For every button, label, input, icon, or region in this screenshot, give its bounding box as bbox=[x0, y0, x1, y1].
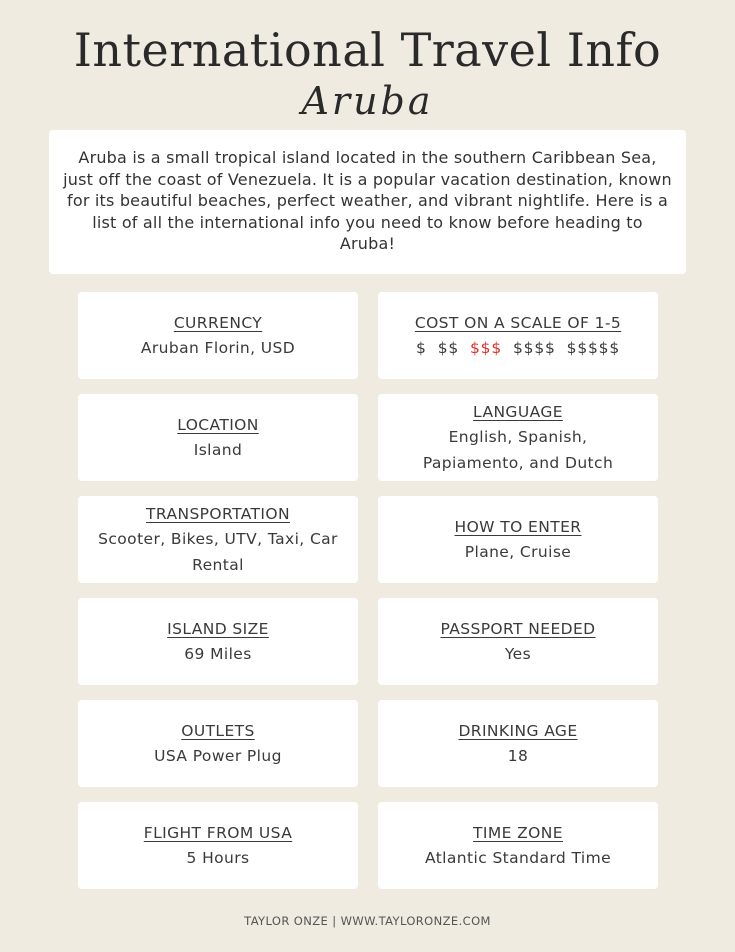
intro-text: Aruba is a small tropical island located in the southern Caribbean Sea, just off the coast of Venezuela. It is a popular vacation destination, known for its beautiful beaches, perfect weather, and vibrant nightlife. Here is a list of all the international info you need to know before heading to Aruba! bbox=[49, 130, 686, 274]
card-transportation bbox=[78, 496, 358, 583]
time-zone-value: Atlantic Standard Time bbox=[424, 848, 612, 867]
outlets-label: OUTLETS bbox=[181, 721, 255, 740]
card-language bbox=[378, 394, 658, 481]
flight-value: 5 Hours bbox=[186, 848, 250, 867]
cost-label: COST ON A SCALE OF 1-5 bbox=[414, 313, 622, 332]
card-outlets bbox=[78, 700, 358, 787]
card-island-size bbox=[78, 598, 358, 685]
cost-scale bbox=[416, 335, 620, 361]
cost-level-4: $$$$ bbox=[513, 338, 556, 357]
page-title: International Travel Info bbox=[73, 23, 662, 77]
location-label: LOCATION bbox=[177, 415, 259, 434]
language-value: English, Spanish, Papiamento, and Dutch bbox=[422, 427, 614, 472]
cost-level-3: $$$ bbox=[470, 338, 503, 357]
cost-level-1: $ bbox=[416, 338, 427, 357]
card-passport bbox=[378, 598, 658, 685]
card-drinking-age bbox=[378, 700, 658, 787]
language-label: LANGUAGE bbox=[473, 402, 563, 421]
how-to-enter-label: HOW TO ENTER bbox=[454, 517, 582, 536]
island-size-value: 69 Miles bbox=[184, 644, 252, 663]
passport-value: Yes bbox=[504, 644, 532, 663]
cost-level-5: $$$$$ bbox=[566, 338, 620, 357]
card-time-zone bbox=[378, 802, 658, 889]
transportation-label: TRANSPORTATION bbox=[146, 504, 290, 523]
outlets-value: USA Power Plug bbox=[154, 746, 282, 765]
card-location bbox=[78, 394, 358, 481]
drinking-age-label: DRINKING AGE bbox=[458, 721, 578, 740]
page-subtitle: Aruba bbox=[301, 79, 434, 123]
card-cost bbox=[378, 292, 658, 379]
currency-label: CURRENCY bbox=[173, 313, 263, 332]
currency-value: Aruban Florin, USD bbox=[140, 338, 296, 357]
time-zone-label: TIME ZONE bbox=[473, 823, 563, 842]
island-size-label: ISLAND SIZE bbox=[167, 619, 269, 638]
card-how-to-enter bbox=[378, 496, 658, 583]
passport-label: PASSPORT NEEDED bbox=[440, 619, 596, 638]
transportation-value: Scooter, Bikes, UTV, Taxi, Car Rental bbox=[98, 529, 338, 574]
info-grid bbox=[78, 292, 658, 889]
flight-label: FLIGHT FROM USA bbox=[143, 823, 293, 842]
footer-credit: TAYLOR ONZE | WWW.TAYLORONZE.COM bbox=[244, 914, 491, 928]
card-flight bbox=[78, 802, 358, 889]
cost-level-2: $$ bbox=[437, 338, 460, 357]
location-value: Island bbox=[193, 440, 243, 459]
how-to-enter-value: Plane, Cruise bbox=[464, 542, 572, 561]
card-currency bbox=[78, 292, 358, 379]
drinking-age-value: 18 bbox=[507, 746, 529, 765]
